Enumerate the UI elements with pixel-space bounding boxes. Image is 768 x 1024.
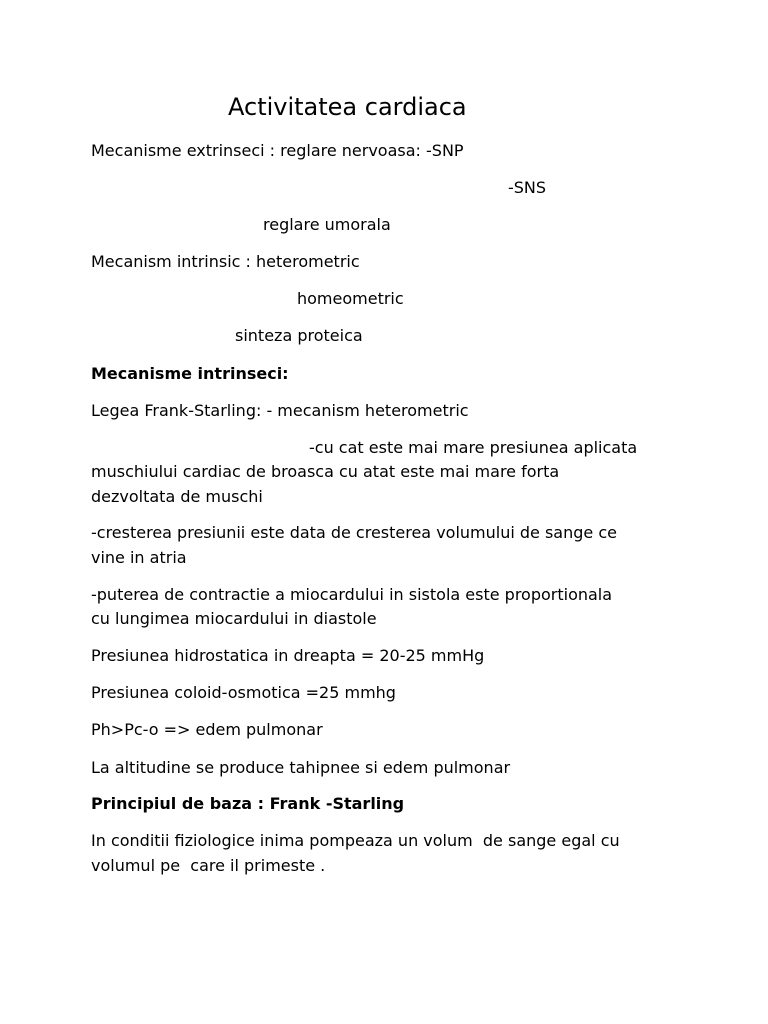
intrinsic-mechanism-line: Mecanism intrinsic : heterometric — [91, 252, 360, 271]
paragraph-line: cu lungimea miocardului in diastole — [91, 609, 377, 628]
paragraph-line: -puterea de contractie a miocardului in sistola este proportionala — [91, 585, 613, 604]
principle-heading: Principiul de baza : Frank -Starling — [91, 794, 405, 813]
colloid-pressure-line: Presiunea coloid-osmotica =25 mmhg — [91, 683, 396, 702]
altitude-line: La altitudine se produce tahipnee si edem pulmonar — [91, 758, 511, 777]
section-heading-intrinsic: Mecanisme intrinseci: — [91, 364, 289, 383]
paragraph-line: vine in atria — [91, 548, 187, 567]
pulmonary-edema-line: Ph>Pc-o => edem pulmonar — [91, 720, 323, 739]
humoral-regulation-line: reglare umorala — [263, 215, 391, 234]
homeometric-line: homeometric — [297, 289, 404, 308]
paragraph-line: volumul pe care il primeste . — [91, 856, 326, 875]
paragraph-line: -cu cat este mai mare presiunea aplicata — [309, 438, 638, 457]
paragraph-line: In conditii fiziologice inima pompeaza un volum de sange egal cu — [91, 831, 620, 850]
page-title: Activitatea cardiaca — [228, 93, 467, 121]
frank-starling-law-line: Legea Frank-Starling: - mecanism heterometric — [91, 401, 469, 420]
sns-line: -SNS — [508, 178, 547, 197]
paragraph-line: -cresterea presiunii este data de cresterea volumului de sange ce — [91, 523, 617, 542]
protein-synthesis-line: sinteza proteica — [235, 326, 363, 345]
hydrostatic-pressure-line: Presiunea hidrostatica in dreapta = 20-25 mmHg — [91, 646, 485, 665]
paragraph-line: dezvoltata de muschi — [91, 487, 263, 506]
paragraph-line: muschiului cardiac de broasca cu atat este mai mare forta — [91, 462, 560, 481]
extrinsic-mechanisms-line: Mecanisme extrinseci : reglare nervoasa: -SNP — [91, 141, 464, 160]
